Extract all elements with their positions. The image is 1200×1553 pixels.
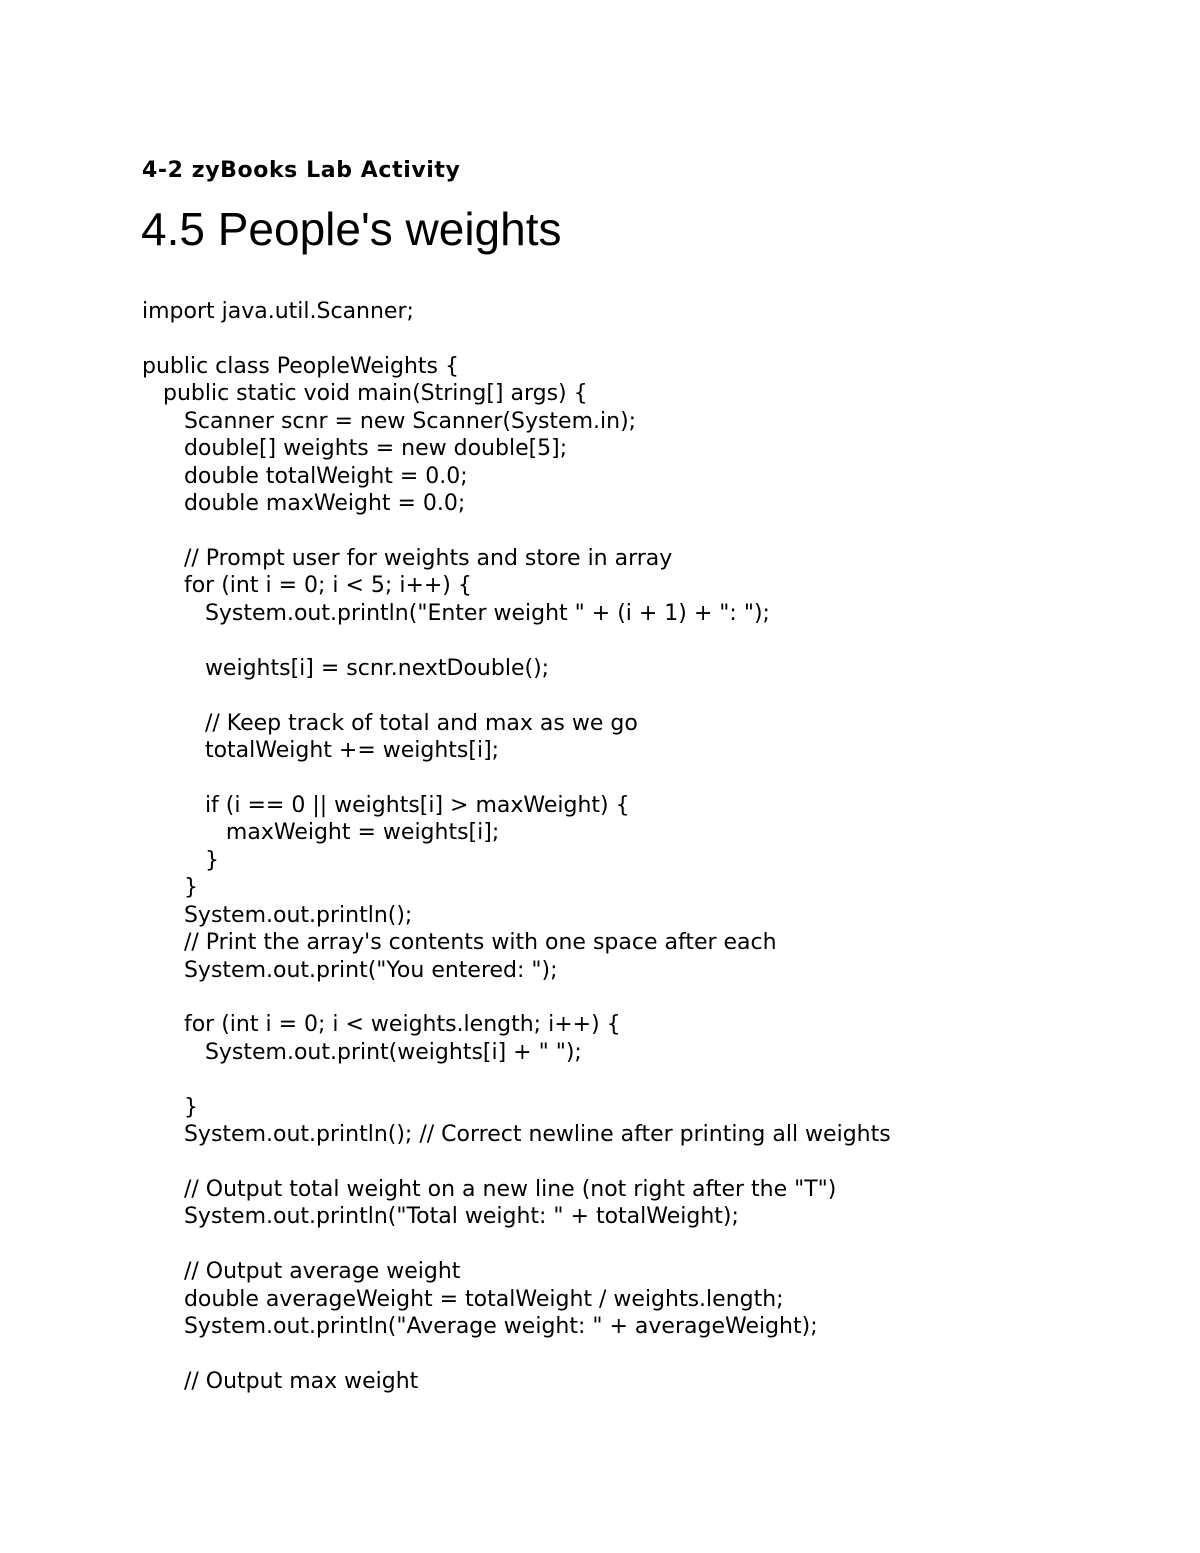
code-line: // Print the array's contents with one space after each [142, 930, 777, 956]
code-line: } [142, 847, 219, 873]
code-listing [142, 298, 891, 1396]
code-line [142, 1066, 891, 1093]
code-line [142, 682, 891, 709]
code-line: public class PeopleWeights { [142, 353, 459, 379]
code-line: System.out.println("Average weight: " + averageWeight); [142, 1314, 818, 1340]
code-line: } [142, 1094, 198, 1120]
code-line: double averageWeight = totalWeight / weights.length; [142, 1286, 784, 1312]
code-line: double totalWeight = 0.0; [142, 463, 468, 489]
code-line: // Keep track of total and max as we go [142, 710, 638, 736]
code-line: System.out.println(); // Correct newline after printing all weights [142, 1122, 891, 1148]
code-line: // Prompt user for weights and store in array [142, 545, 673, 571]
code-line: } [142, 875, 198, 901]
code-line [142, 764, 891, 791]
code-line: Scanner scnr = new Scanner(System.in); [142, 408, 637, 434]
lab-activity-subtitle: 4-2 zyBooks Lab Activity [142, 158, 461, 183]
code-line: System.out.println("Enter weight " + (i + 1) + ": "); [142, 600, 770, 626]
code-line: for (int i = 0; i < weights.length; i++) { [142, 1012, 621, 1038]
code-line: weights[i] = scnr.nextDouble(); [142, 655, 550, 681]
code-line [142, 1231, 891, 1258]
code-line: totalWeight += weights[i]; [142, 738, 500, 763]
code-line [142, 627, 891, 654]
code-line [142, 984, 891, 1011]
code-line: if (i == 0 || weights[i] > maxWeight) { [142, 792, 630, 818]
code-line: double[] weights = new double[5]; [142, 436, 568, 462]
code-line: double maxWeight = 0.0; [142, 491, 466, 517]
code-line: System.out.print("You entered: "); [142, 957, 558, 983]
code-line: System.out.println(); [142, 902, 413, 928]
code-line: // Output total weight on a new line (not right after the "T") [142, 1177, 837, 1202]
code-line [142, 325, 891, 352]
page-title: 4.5 People's weights [141, 203, 562, 255]
code-line: public static void main(String[] args) { [142, 381, 588, 407]
code-line [142, 1341, 891, 1368]
code-line: System.out.println("Total weight: " + totalWeight); [142, 1204, 739, 1230]
code-line: // Output max weight [142, 1369, 419, 1395]
code-line [142, 518, 891, 545]
code-line: System.out.print(weights[i] + " "); [142, 1039, 582, 1065]
code-line: import java.util.Scanner; [142, 299, 414, 324]
code-line: for (int i = 0; i < 5; i++) { [142, 573, 472, 599]
code-line [142, 1149, 891, 1176]
code-line: // Output average weight [142, 1259, 461, 1285]
code-line: maxWeight = weights[i]; [142, 820, 500, 846]
